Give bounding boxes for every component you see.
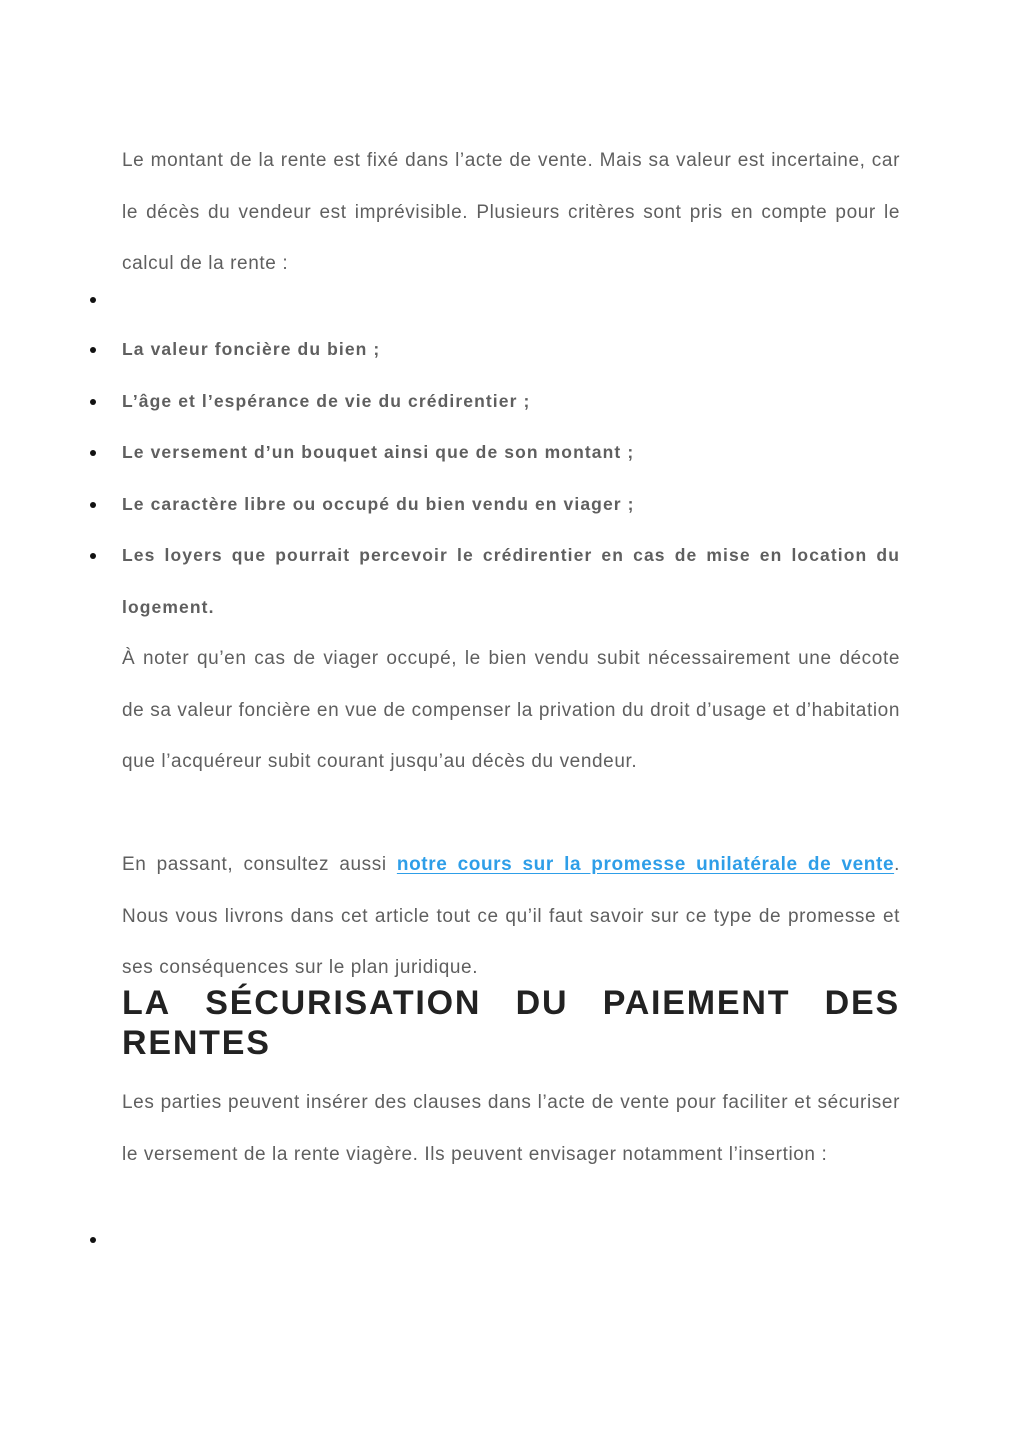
criteria-list — [0, 324, 1023, 634]
note-paragraph: À noter qu’en cas de viager occupé, le bien vendu subit nécessairement une décote de sa valeur foncière en vue de compenser la privation du droit d’usage et d’habitation que l’acquéreur subit courant jusqu’au décès du vendeur. — [122, 648, 900, 773]
bullet-icon — [90, 347, 96, 353]
list-item — [0, 479, 1023, 531]
section-heading-line1 — [122, 983, 900, 1023]
criterion-label: Les loyers que pourrait percevoir le crédirentier en cas de mise en location du logement. — [122, 545, 900, 617]
list-item — [0, 324, 1023, 376]
criterion-label: L’âge et l’espérance de vie du crédirentier ; — [122, 390, 531, 411]
heading-word: LA — [122, 984, 171, 1022]
section-heading — [122, 983, 900, 1063]
section-heading-line2: RENTES — [122, 1024, 271, 1062]
bullet-icon — [90, 399, 96, 405]
section-intro-paragraph: Les parties peuvent insérer des clauses dans l’acte de vente pour faciliter et sécuriser le versement de la rente viagère. Ils peuvent envisager notamment l’insertion : — [122, 1092, 900, 1165]
empty-bullet — [90, 1237, 96, 1243]
passing-text-after: . Nous vous livrons dans cet article tout ce qu’il faut savoir sur ce type de promesse et ses conséquences sur le plan juridique. — [122, 854, 900, 979]
heading-word: DES — [824, 984, 900, 1022]
list-item — [0, 530, 1023, 633]
list-item — [0, 376, 1023, 428]
bullet-icon — [90, 450, 96, 456]
criterion-label: La valeur foncière du bien ; — [122, 339, 381, 359]
heading-word: SÉCURISATION — [205, 984, 482, 1022]
heading-word: PAIEMENT — [602, 984, 791, 1022]
criterion-label: Le caractère libre ou occupé du bien vendu en viager ; — [122, 493, 635, 514]
heading-word: DU — [515, 984, 569, 1022]
intro-paragraph: Le montant de la rente est fixé dans l’acte de vente. Mais sa valeur est incertaine, car le décès du vendeur est imprévisible. Plusieurs critères sont pris en compte pour le calcul de la rente : — [122, 150, 900, 275]
criterion-label: Le versement d’un bouquet ainsi que de son montant ; — [122, 442, 635, 463]
list-item — [0, 427, 1023, 479]
empty-bullet — [90, 297, 96, 303]
bullet-icon — [90, 553, 96, 559]
bullet-icon — [90, 502, 96, 508]
promesse-unilaterale-link[interactable]: notre cours sur la promesse unilatérale de vente — [396, 854, 895, 875]
passing-text-before: En passant, consultez aussi — [122, 854, 397, 875]
passing-paragraph — [122, 839, 900, 994]
